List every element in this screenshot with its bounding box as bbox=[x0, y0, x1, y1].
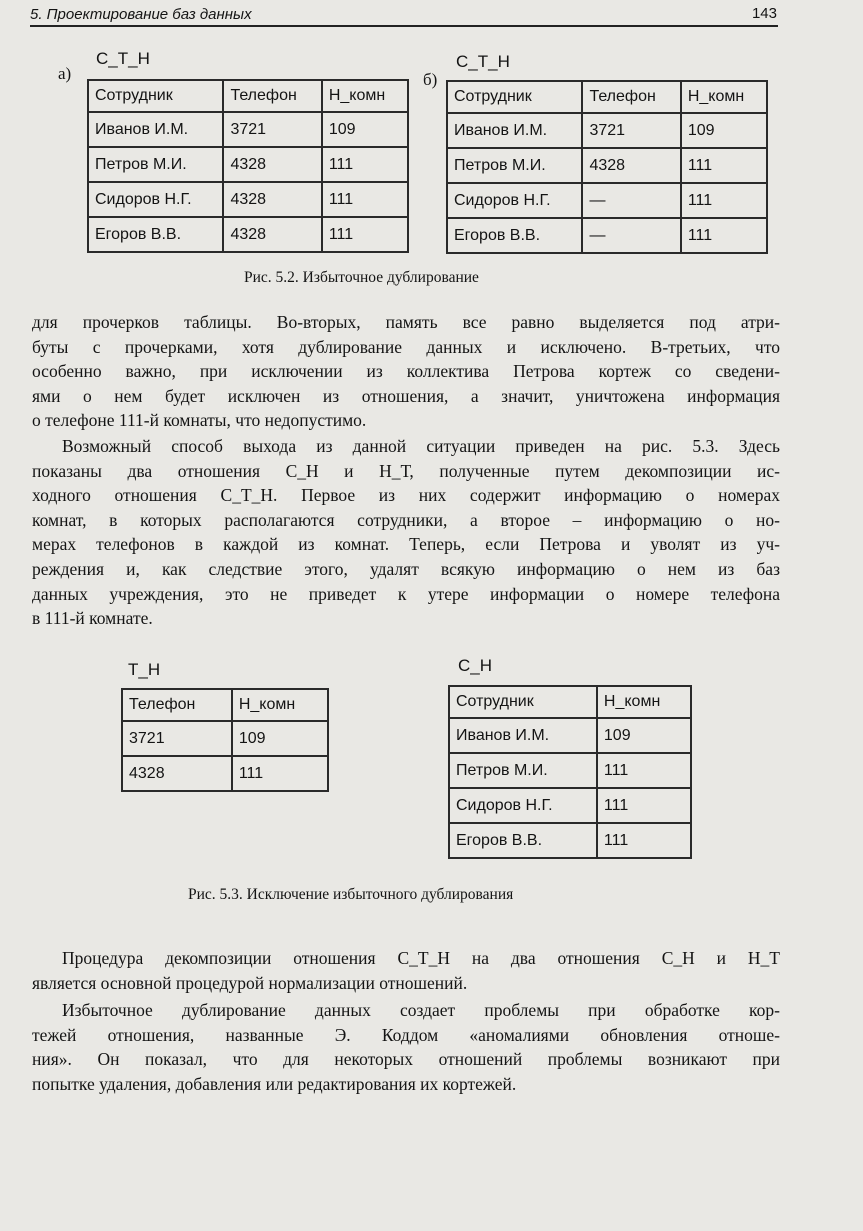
text-line: для прочерков таблицы. Во-вторых, память все равно выделяется под атри- bbox=[32, 312, 780, 332]
cell: Иванов И.М. bbox=[88, 112, 223, 147]
cell: 111 bbox=[597, 788, 691, 823]
cell: 3721 bbox=[223, 112, 321, 147]
cell: 109 bbox=[597, 718, 691, 753]
table-row bbox=[449, 718, 691, 753]
text-line: о телефоне 111-й комнаты, что недопустимо. bbox=[32, 410, 367, 431]
table-row bbox=[449, 788, 691, 823]
cell: Сидоров Н.Г. bbox=[449, 788, 597, 823]
header-rule bbox=[30, 25, 778, 27]
table-sn-relation-name: С_Н bbox=[458, 656, 493, 675]
table-th-relation-name: Т_Н bbox=[128, 660, 161, 679]
body-paragraph-3 bbox=[32, 946, 780, 995]
cell: 4328 bbox=[582, 148, 680, 183]
text-line: реждения и, как следствие этого, удалят всякую информацию о нем из баз bbox=[32, 558, 780, 579]
table-row bbox=[447, 183, 767, 218]
cell: 111 bbox=[322, 217, 408, 252]
table-row bbox=[449, 823, 691, 858]
running-header-section: 5. Проектирование баз данных bbox=[30, 6, 252, 23]
table-header-row bbox=[447, 81, 767, 113]
table-row bbox=[449, 753, 691, 788]
cell: Иванов И.М. bbox=[449, 718, 597, 753]
column-header: Сотрудник bbox=[447, 81, 582, 113]
cell: Сидоров Н.Г. bbox=[447, 183, 582, 218]
table-row bbox=[88, 112, 408, 147]
column-header: Сотрудник bbox=[88, 80, 223, 112]
table-cth-a bbox=[87, 79, 409, 253]
table-sn bbox=[448, 685, 692, 859]
text-line: Избыточное дублирование данных создает проблемы при обработке кор- bbox=[62, 1000, 780, 1020]
text-line: буты с прочерками, хотя дублирование данных и исключено. В-третьих, что bbox=[32, 336, 780, 357]
text-line: Возможный способ выхода из данной ситуации приведен на рис. 5.3. Здесь bbox=[62, 436, 780, 456]
cell: Егоров В.В. bbox=[447, 218, 582, 253]
table-row bbox=[88, 217, 408, 252]
text-line: ходного отношения С_Т_Н. Первое из них содержит информацию о номерах bbox=[32, 485, 780, 506]
cell: Иванов И.М. bbox=[447, 113, 582, 148]
text-line: ями о нем будет исключен из отношения, а значит, уничтожена информация bbox=[32, 385, 780, 406]
cell: Петров М.И. bbox=[449, 753, 597, 788]
table-row bbox=[88, 182, 408, 217]
text-line: данных учреждения, это не приведет к утере информации о номере телефона bbox=[32, 583, 780, 604]
cell: — bbox=[582, 218, 680, 253]
cell: 3721 bbox=[122, 721, 232, 756]
cell: 111 bbox=[597, 823, 691, 858]
table-row bbox=[122, 721, 328, 756]
column-header: Н_комн bbox=[322, 80, 408, 112]
cell: 109 bbox=[681, 113, 767, 148]
cell: 4328 bbox=[223, 182, 321, 217]
column-header: Телефон bbox=[223, 80, 321, 112]
cell: Петров М.И. bbox=[88, 147, 223, 182]
body-paragraph-1 bbox=[32, 310, 780, 433]
cell: 4328 bbox=[223, 217, 321, 252]
table-row bbox=[447, 113, 767, 148]
cell: 111 bbox=[681, 183, 767, 218]
text-line: комнат, в которых располагаются сотрудники, а второе – информацию о но- bbox=[32, 509, 780, 530]
cell: Сидоров Н.Г. bbox=[88, 182, 223, 217]
body-paragraph-4 bbox=[32, 998, 780, 1096]
cell: 109 bbox=[232, 721, 328, 756]
text-line: попытке удаления, добавления или редактирования их кортежей. bbox=[32, 1073, 517, 1094]
cell: Петров М.И. bbox=[447, 148, 582, 183]
column-header: Телефон bbox=[582, 81, 680, 113]
cell: 111 bbox=[322, 182, 408, 217]
text-line: особенно важно, при исключении из коллектива Петрова кортеж со сведени- bbox=[32, 361, 780, 382]
table-cth-b bbox=[446, 80, 768, 254]
body-paragraph-2 bbox=[32, 434, 780, 631]
cell: 111 bbox=[232, 756, 328, 791]
panel-b-relation-name: С_Т_Н bbox=[456, 52, 510, 71]
column-header: Телефон bbox=[122, 689, 232, 721]
figure-5-2-caption: Рис. 5.2. Избыточное дублирование bbox=[244, 269, 479, 286]
text-line: тежей отношения, названные Э. Коддом «аномалиями обновления отноше- bbox=[32, 1024, 780, 1045]
table-header-row bbox=[88, 80, 408, 112]
text-line: Процедура декомпозиции отношения С_Т_Н на два отношения С_Н и Н_Т bbox=[62, 948, 780, 968]
column-header: Н_комн bbox=[232, 689, 328, 721]
cell: 4328 bbox=[223, 147, 321, 182]
table-row bbox=[122, 756, 328, 791]
table-row bbox=[447, 148, 767, 183]
panel-a-relation-name: С_Т_Н bbox=[96, 49, 150, 68]
panel-b-letter: б) bbox=[423, 70, 438, 89]
table-header-row bbox=[449, 686, 691, 718]
cell: — bbox=[582, 183, 680, 218]
cell: Егоров В.В. bbox=[449, 823, 597, 858]
text-line: ния». Он показал, что для некоторых отношений проблемы возникают при bbox=[32, 1049, 780, 1070]
cell: 3721 bbox=[582, 113, 680, 148]
text-line: в 111-й комнате. bbox=[32, 608, 153, 629]
column-header: Н_комн bbox=[681, 81, 767, 113]
cell: 111 bbox=[681, 218, 767, 253]
panel-a-letter: а) bbox=[58, 64, 72, 83]
column-header: Н_комн bbox=[597, 686, 691, 718]
table-row bbox=[447, 218, 767, 253]
text-line: показаны два отношения С_Н и Н_Т, полученные путем декомпозиции ис- bbox=[32, 460, 780, 481]
column-header: Сотрудник bbox=[449, 686, 597, 718]
cell: 111 bbox=[681, 148, 767, 183]
figure-5-3-caption: Рис. 5.3. Исключение избыточного дублирования bbox=[188, 886, 514, 903]
text-line: является основной процедурой нормализации отношений. bbox=[32, 972, 468, 993]
page-number: 143 bbox=[751, 5, 777, 22]
cell: 109 bbox=[322, 112, 408, 147]
text-line: мерах телефонов в каждой из комнат. Теперь, если Петрова и уволят из уч- bbox=[32, 534, 780, 555]
cell: 111 bbox=[597, 753, 691, 788]
table-row bbox=[88, 147, 408, 182]
cell: 4328 bbox=[122, 756, 232, 791]
table-th bbox=[121, 688, 329, 792]
table-header-row bbox=[122, 689, 328, 721]
cell: Егоров В.В. bbox=[88, 217, 223, 252]
cell: 111 bbox=[322, 147, 408, 182]
